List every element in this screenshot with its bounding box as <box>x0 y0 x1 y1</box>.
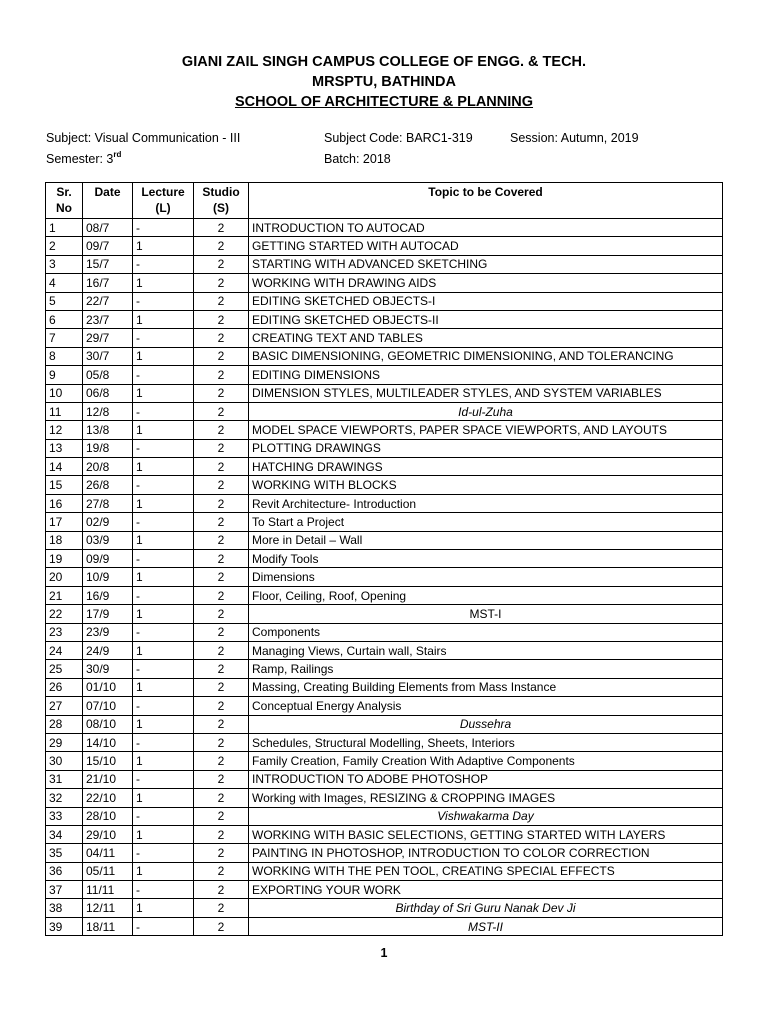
row-date: 27/8 <box>83 494 133 512</box>
row-lecture: - <box>133 623 194 641</box>
row-lecture: - <box>133 881 194 899</box>
row-sr-no: 6 <box>46 310 83 328</box>
row-sr-no: 19 <box>46 550 83 568</box>
table-row <box>46 476 723 494</box>
row-studio: 2 <box>194 237 249 255</box>
row-date: 08/7 <box>83 219 133 237</box>
row-studio: 2 <box>194 825 249 843</box>
row-date: 05/11 <box>83 862 133 880</box>
row-sr-no: 1 <box>46 219 83 237</box>
table-row <box>46 770 723 788</box>
row-studio: 2 <box>194 752 249 770</box>
semester-text: Semester: 3 <box>46 152 114 166</box>
row-date: 21/10 <box>83 770 133 788</box>
table-row <box>46 697 723 715</box>
row-sr-no: 37 <box>46 881 83 899</box>
row-studio: 2 <box>194 310 249 328</box>
table-row <box>46 917 723 935</box>
row-lecture: - <box>133 550 194 568</box>
row-lecture: 1 <box>133 237 194 255</box>
row-sr-no: 8 <box>46 347 83 365</box>
row-studio: 2 <box>194 513 249 531</box>
row-topic: HATCHING DRAWINGS <box>249 458 723 476</box>
row-sr-no: 20 <box>46 568 83 586</box>
table-row <box>46 274 723 292</box>
row-date: 18/11 <box>83 917 133 935</box>
header-date: Date <box>83 183 133 219</box>
row-studio: 2 <box>194 789 249 807</box>
row-studio: 2 <box>194 697 249 715</box>
row-sr-no: 4 <box>46 274 83 292</box>
row-studio: 2 <box>194 274 249 292</box>
document-header <box>0 52 768 112</box>
row-sr-no: 27 <box>46 697 83 715</box>
row-topic: EXPORTING YOUR WORK <box>249 881 723 899</box>
row-studio: 2 <box>194 641 249 659</box>
row-topic: Vishwakarma Day <box>249 807 723 825</box>
row-studio: 2 <box>194 881 249 899</box>
row-date: 22/7 <box>83 292 133 310</box>
row-date: 30/7 <box>83 347 133 365</box>
row-sr-no: 23 <box>46 623 83 641</box>
row-date: 29/10 <box>83 825 133 843</box>
table-row <box>46 789 723 807</box>
row-studio: 2 <box>194 678 249 696</box>
row-lecture: 1 <box>133 494 194 512</box>
row-date: 03/9 <box>83 531 133 549</box>
row-lecture: 1 <box>133 825 194 843</box>
row-lecture: - <box>133 402 194 420</box>
row-studio: 2 <box>194 531 249 549</box>
row-lecture: - <box>133 844 194 862</box>
row-topic: Id-ul-Zuha <box>249 402 723 420</box>
row-topic: To Start a Project <box>249 513 723 531</box>
table-row <box>46 881 723 899</box>
row-studio: 2 <box>194 494 249 512</box>
table-row <box>46 402 723 420</box>
row-lecture: 1 <box>133 789 194 807</box>
row-sr-no: 17 <box>46 513 83 531</box>
row-date: 30/9 <box>83 660 133 678</box>
row-studio: 2 <box>194 862 249 880</box>
row-topic: Modify Tools <box>249 550 723 568</box>
row-sr-no: 3 <box>46 255 83 273</box>
table-row <box>46 384 723 402</box>
row-topic: PLOTTING DRAWINGS <box>249 439 723 457</box>
row-topic: EDITING DIMENSIONS <box>249 366 723 384</box>
row-sr-no: 31 <box>46 770 83 788</box>
row-date: 29/7 <box>83 329 133 347</box>
row-topic: MODEL SPACE VIEWPORTS, PAPER SPACE VIEWPORTS, AND LAYOUTS <box>249 421 723 439</box>
row-date: 09/7 <box>83 237 133 255</box>
session-label: Session: Autumn, 2019 <box>510 131 639 145</box>
row-sr-no: 36 <box>46 862 83 880</box>
row-date: 12/11 <box>83 899 133 917</box>
row-date: 14/10 <box>83 733 133 751</box>
row-studio: 2 <box>194 476 249 494</box>
table-row <box>46 586 723 604</box>
row-lecture: 1 <box>133 641 194 659</box>
table-row <box>46 568 723 586</box>
row-topic: Dussehra <box>249 715 723 733</box>
row-topic: Conceptual Energy Analysis <box>249 697 723 715</box>
table-row <box>46 660 723 678</box>
row-topic: CREATING TEXT AND TABLES <box>249 329 723 347</box>
table-row <box>46 329 723 347</box>
row-topic: Working with Images, RESIZING & CROPPING IMAGES <box>249 789 723 807</box>
row-topic: GETTING STARTED WITH AUTOCAD <box>249 237 723 255</box>
row-lecture: - <box>133 329 194 347</box>
row-date: 05/8 <box>83 366 133 384</box>
row-lecture: - <box>133 255 194 273</box>
row-date: 16/9 <box>83 586 133 604</box>
table-row <box>46 237 723 255</box>
row-sr-no: 25 <box>46 660 83 678</box>
row-date: 26/8 <box>83 476 133 494</box>
row-studio: 2 <box>194 292 249 310</box>
row-studio: 2 <box>194 586 249 604</box>
table-row <box>46 862 723 880</box>
row-lecture: 1 <box>133 347 194 365</box>
table-header-row <box>46 183 723 219</box>
row-sr-no: 7 <box>46 329 83 347</box>
row-topic: Schedules, Structural Modelling, Sheets, Interiors <box>249 733 723 751</box>
row-studio: 2 <box>194 733 249 751</box>
row-studio: 2 <box>194 329 249 347</box>
row-studio: 2 <box>194 844 249 862</box>
row-date: 11/11 <box>83 881 133 899</box>
university-name: MRSPTU, BATHINDA <box>312 74 456 90</box>
row-date: 16/7 <box>83 274 133 292</box>
row-lecture: 1 <box>133 274 194 292</box>
table-row <box>46 605 723 623</box>
row-sr-no: 34 <box>46 825 83 843</box>
row-studio: 2 <box>194 458 249 476</box>
row-topic: INTRODUCTION TO ADOBE PHOTOSHOP <box>249 770 723 788</box>
table-row <box>46 825 723 843</box>
row-sr-no: 9 <box>46 366 83 384</box>
row-lecture: 1 <box>133 715 194 733</box>
row-date: 04/11 <box>83 844 133 862</box>
row-topic: Ramp, Railings <box>249 660 723 678</box>
row-studio: 2 <box>194 568 249 586</box>
table-row <box>46 550 723 568</box>
row-sr-no: 32 <box>46 789 83 807</box>
row-topic: MST-II <box>249 917 723 935</box>
row-sr-no: 33 <box>46 807 83 825</box>
row-lecture: - <box>133 660 194 678</box>
batch-label: Batch: 2018 <box>324 152 391 166</box>
semester-suffix: rd <box>113 150 122 159</box>
row-topic: EDITING SKETCHED OBJECTS-I <box>249 292 723 310</box>
row-lecture: - <box>133 366 194 384</box>
row-topic: WORKING WITH DRAWING AIDS <box>249 274 723 292</box>
row-sr-no: 16 <box>46 494 83 512</box>
row-lecture: 1 <box>133 531 194 549</box>
table-row <box>46 641 723 659</box>
row-studio: 2 <box>194 917 249 935</box>
header-topic: Topic to be Covered <box>249 183 723 219</box>
row-topic: DIMENSION STYLES, MULTILEADER STYLES, AND SYSTEM VARIABLES <box>249 384 723 402</box>
row-topic: BASIC DIMENSIONING, GEOMETRIC DIMENSIONING, AND TOLERANCING <box>249 347 723 365</box>
row-sr-no: 2 <box>46 237 83 255</box>
semester-label <box>46 151 121 167</box>
table-body <box>46 219 723 936</box>
row-sr-no: 30 <box>46 752 83 770</box>
table-row <box>46 733 723 751</box>
table-row <box>46 844 723 862</box>
table-row <box>46 807 723 825</box>
subject-label: Subject: Visual Communication - III <box>46 131 241 145</box>
row-sr-no: 38 <box>46 899 83 917</box>
row-lecture: - <box>133 476 194 494</box>
row-date: 07/10 <box>83 697 133 715</box>
row-lecture: 1 <box>133 458 194 476</box>
table-row <box>46 366 723 384</box>
row-lecture: 1 <box>133 310 194 328</box>
row-sr-no: 13 <box>46 439 83 457</box>
row-studio: 2 <box>194 366 249 384</box>
row-lecture: 1 <box>133 862 194 880</box>
row-topic: Managing Views, Curtain wall, Stairs <box>249 641 723 659</box>
table-row <box>46 513 723 531</box>
table-row <box>46 494 723 512</box>
row-topic: Family Creation, Family Creation With Adaptive Components <box>249 752 723 770</box>
row-lecture: 1 <box>133 752 194 770</box>
school-name: SCHOOL OF ARCHITECTURE & PLANNING <box>234 94 534 110</box>
row-lecture: - <box>133 513 194 531</box>
row-sr-no: 35 <box>46 844 83 862</box>
row-lecture: - <box>133 697 194 715</box>
row-studio: 2 <box>194 255 249 273</box>
row-topic: Components <box>249 623 723 641</box>
header-sr-no: Sr. No <box>46 183 83 219</box>
row-date: 10/9 <box>83 568 133 586</box>
row-lecture: - <box>133 219 194 237</box>
row-sr-no: 28 <box>46 715 83 733</box>
row-date: 23/7 <box>83 310 133 328</box>
row-sr-no: 10 <box>46 384 83 402</box>
row-lecture: 1 <box>133 899 194 917</box>
row-topic: MST-I <box>249 605 723 623</box>
row-topic: Revit Architecture- Introduction <box>249 494 723 512</box>
table-row <box>46 421 723 439</box>
row-studio: 2 <box>194 384 249 402</box>
row-sr-no: 11 <box>46 402 83 420</box>
subject-code-label: Subject Code: BARC1-319 <box>324 131 473 145</box>
table-row <box>46 531 723 549</box>
row-date: 28/10 <box>83 807 133 825</box>
row-topic: WORKING WITH BLOCKS <box>249 476 723 494</box>
row-topic: WORKING WITH BASIC SELECTIONS, GETTING STARTED WITH LAYERS <box>249 825 723 843</box>
row-studio: 2 <box>194 770 249 788</box>
schedule-table <box>45 182 723 936</box>
row-sr-no: 39 <box>46 917 83 935</box>
row-date: 23/9 <box>83 623 133 641</box>
row-sr-no: 24 <box>46 641 83 659</box>
row-studio: 2 <box>194 439 249 457</box>
table-row <box>46 678 723 696</box>
row-topic: Dimensions <box>249 568 723 586</box>
table-row <box>46 439 723 457</box>
row-sr-no: 14 <box>46 458 83 476</box>
row-studio: 2 <box>194 219 249 237</box>
row-date: 01/10 <box>83 678 133 696</box>
row-topic: More in Detail – Wall <box>249 531 723 549</box>
header-studio: Studio (S) <box>194 183 249 219</box>
row-studio: 2 <box>194 550 249 568</box>
row-date: 24/9 <box>83 641 133 659</box>
row-sr-no: 12 <box>46 421 83 439</box>
row-topic: Birthday of Sri Guru Nanak Dev Ji <box>249 899 723 917</box>
row-date: 19/8 <box>83 439 133 457</box>
row-date: 15/10 <box>83 752 133 770</box>
row-lecture: - <box>133 917 194 935</box>
row-studio: 2 <box>194 605 249 623</box>
header-lecture: Lecture (L) <box>133 183 194 219</box>
row-topic: Floor, Ceiling, Roof, Opening <box>249 586 723 604</box>
row-sr-no: 15 <box>46 476 83 494</box>
row-date: 12/8 <box>83 402 133 420</box>
row-topic: INTRODUCTION TO AUTOCAD <box>249 219 723 237</box>
row-lecture: 1 <box>133 678 194 696</box>
row-date: 02/9 <box>83 513 133 531</box>
row-lecture: - <box>133 439 194 457</box>
row-lecture: 1 <box>133 384 194 402</box>
table-row <box>46 623 723 641</box>
row-topic: PAINTING IN PHOTOSHOP, INTRODUCTION TO COLOR CORRECTION <box>249 844 723 862</box>
row-topic: STARTING WITH ADVANCED SKETCHING <box>249 255 723 273</box>
table-row <box>46 458 723 476</box>
row-date: 15/7 <box>83 255 133 273</box>
table-row <box>46 899 723 917</box>
row-date: 13/8 <box>83 421 133 439</box>
row-topic: WORKING WITH THE PEN TOOL, CREATING SPECIAL EFFECTS <box>249 862 723 880</box>
table-row <box>46 255 723 273</box>
row-lecture: - <box>133 292 194 310</box>
row-studio: 2 <box>194 347 249 365</box>
row-studio: 2 <box>194 623 249 641</box>
row-studio: 2 <box>194 402 249 420</box>
table-row <box>46 219 723 237</box>
row-date: 08/10 <box>83 715 133 733</box>
row-studio: 2 <box>194 807 249 825</box>
row-topic: EDITING SKETCHED OBJECTS-II <box>249 310 723 328</box>
row-lecture: - <box>133 586 194 604</box>
row-lecture: - <box>133 733 194 751</box>
table-row <box>46 752 723 770</box>
row-sr-no: 26 <box>46 678 83 696</box>
row-studio: 2 <box>194 899 249 917</box>
row-sr-no: 29 <box>46 733 83 751</box>
row-date: 20/8 <box>83 458 133 476</box>
row-lecture: - <box>133 807 194 825</box>
row-date: 06/8 <box>83 384 133 402</box>
row-sr-no: 5 <box>46 292 83 310</box>
row-studio: 2 <box>194 660 249 678</box>
row-date: 09/9 <box>83 550 133 568</box>
row-studio: 2 <box>194 421 249 439</box>
row-sr-no: 21 <box>46 586 83 604</box>
table-row <box>46 292 723 310</box>
row-date: 17/9 <box>83 605 133 623</box>
row-lecture: 1 <box>133 568 194 586</box>
row-topic: Massing, Creating Building Elements from Mass Instance <box>249 678 723 696</box>
table-row <box>46 310 723 328</box>
row-lecture: 1 <box>133 605 194 623</box>
page-number: 1 <box>380 946 388 960</box>
row-sr-no: 18 <box>46 531 83 549</box>
table-row <box>46 715 723 733</box>
table-row <box>46 347 723 365</box>
row-lecture: 1 <box>133 421 194 439</box>
row-studio: 2 <box>194 715 249 733</box>
college-name: GIANI ZAIL SINGH CAMPUS COLLEGE OF ENGG. & TECH. <box>181 54 587 70</box>
row-lecture: - <box>133 770 194 788</box>
row-date: 22/10 <box>83 789 133 807</box>
row-sr-no: 22 <box>46 605 83 623</box>
